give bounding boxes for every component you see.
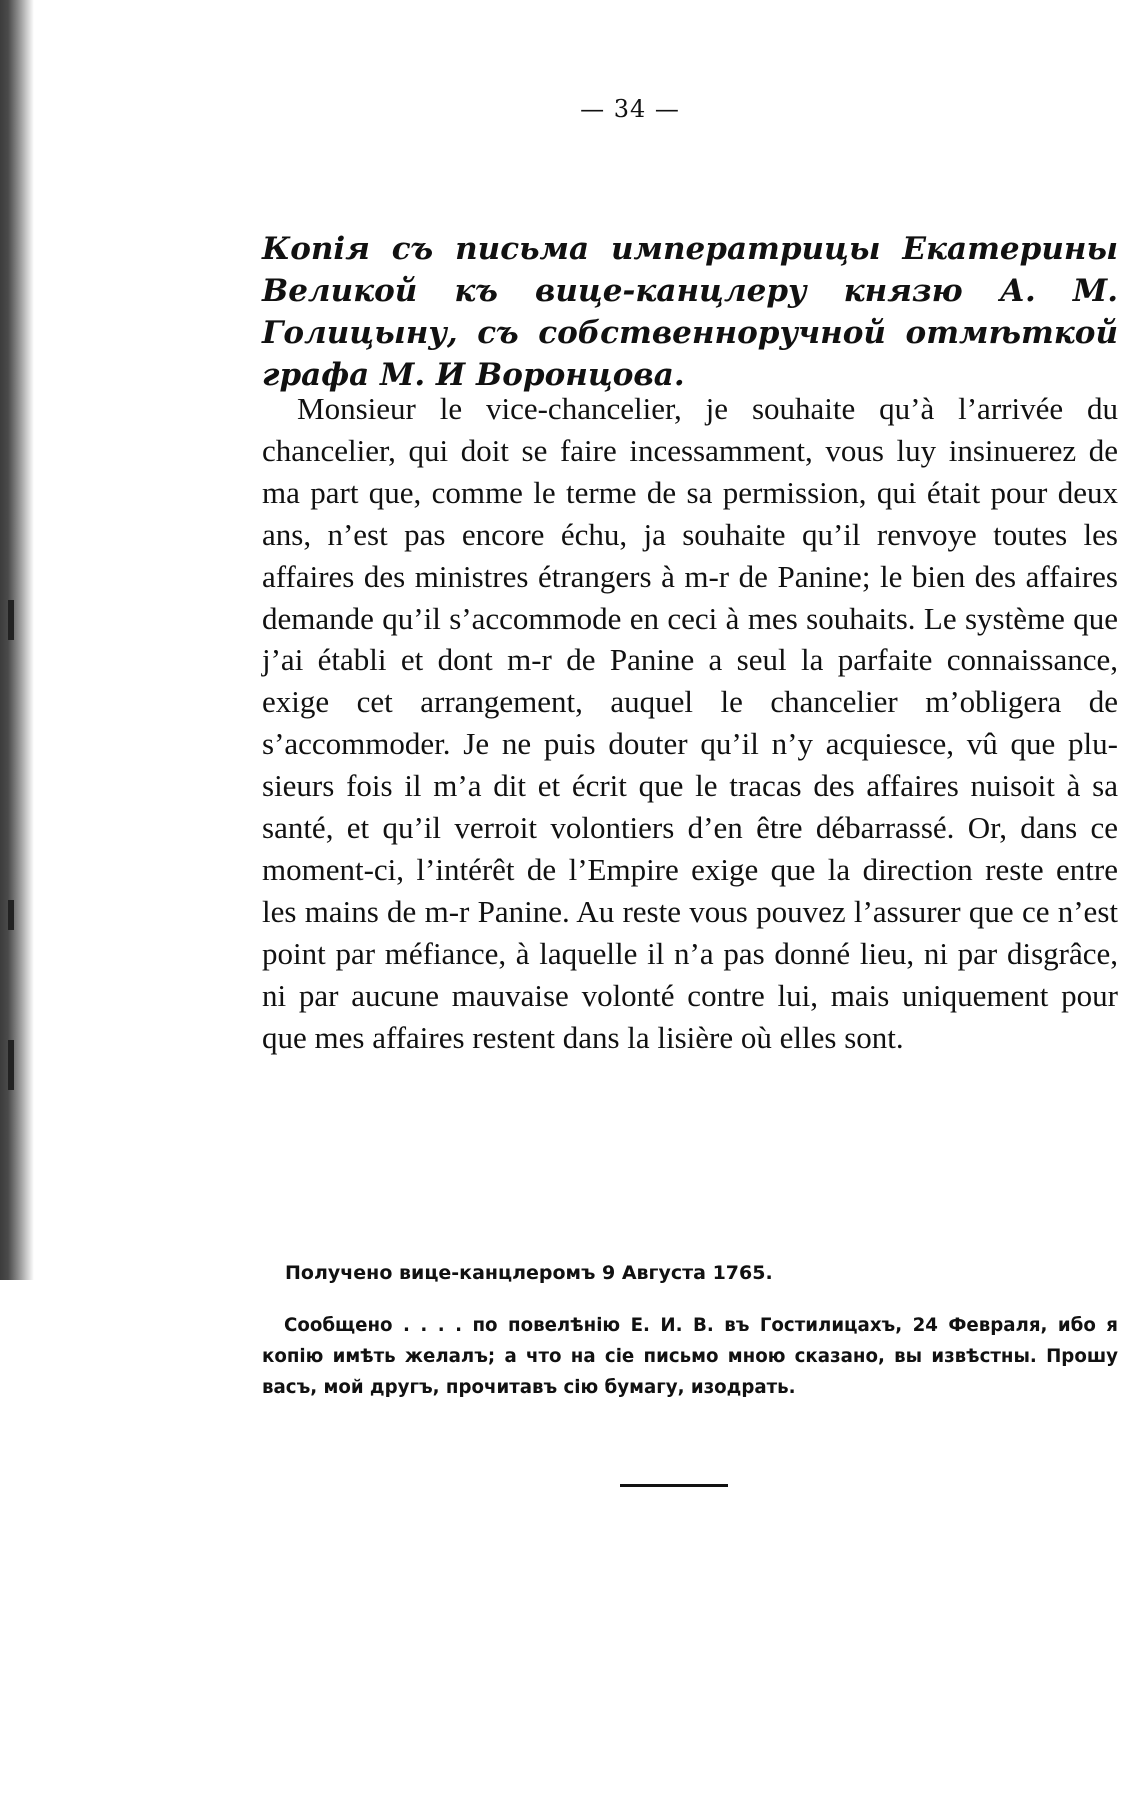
document-title: Копія съ письма императрицы Екатерины Великой къ вице-канцлеру князю А. М. Голицыну, съ собственноручной отмѣткой графа М. И Воронцова.: [262, 231, 1118, 393]
annotation-paragraph: Сообщено . . . . по повелѣнію Е. И. В. въ Гостилицахъ, 24 Февраля, ибо я копію имѣть желалъ; а что на сіе письмо мною сказано, вы извѣстны. Прошу васъ, мой другъ, прочитавъ сію бумагу, изодрать.: [262, 1315, 1118, 1398]
scan-speck: [8, 600, 14, 640]
letter-body: [262, 388, 1118, 1059]
received-note: Получено вице-канцлеромъ 9 Августа 1765.: [285, 1262, 773, 1284]
page-number: — 34 —: [580, 95, 680, 123]
scan-gutter-shadow: [0, 0, 34, 1280]
scan-speck: [8, 1040, 14, 1090]
annotation-note: [262, 1310, 1118, 1403]
scan-speck: [8, 900, 14, 930]
letter-paragraph: Monsieur le vice-chancelier, je souhaite qu’à l’arrivée du chancelier, qui doit se faire incessamment, vous luy insinuerez de ma part que, comme le terme de sa permission, qui était pour deux ans, n’est pas encore échu, ja souhaite qu’il renvoye toutes les affaires des ministres étrangers à m-r de Panine; le bien des affaires demande qu’il s’accommode en ceci à mes souhaits. Le système que j’ai établi et dont m-r de Panine a seul la parfaite connaissance, exige cet arrangement, auquel le chancelier m’obligera de s’accommoder. Je ne puis douter qu’il n’y acquiesce, vû que plusieurs fois il m’a dit et écrit que le tracas des affaires nuisoit à sa santé, et qu’il verroit volontiers d’en être débarrassé. Or, dans ce moment-ci, l’intérêt de l’Empire exige que la direction reste entre les mains de m-r Panine. Au reste vous pouvez l’assurer que ce n’est point par méfiance, à laquelle il n’a pas donné lieu, ni par disgrâce, ni par aucune mauvaise volonté contre lui, mais uniquement pour que mes affaires restent dans la lisière où elles sont.: [262, 391, 1118, 1055]
end-divider: [620, 1484, 728, 1487]
